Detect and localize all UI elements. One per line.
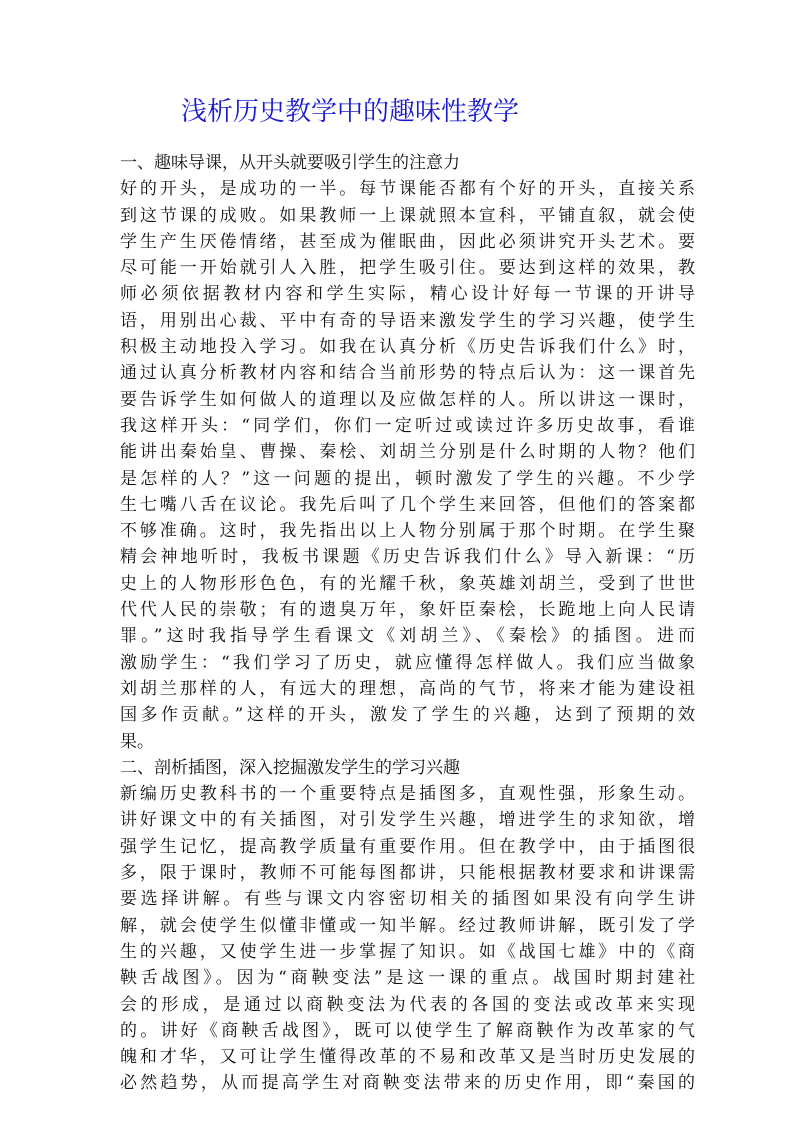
paragraph-line: 多，限于课时，教师不可能每图都讲，只能根据教材要求和讲课需 (120, 863, 695, 884)
paragraph-line: 的。讲好《商鞅舌战图》，既可以使学生了解商鞅作为改革家的气 (120, 1020, 695, 1041)
paragraph-line: 通过认真分析教材内容和结合当前形势的特点后认为：这一课首先 (120, 363, 695, 384)
paragraph-line: 到这节课的成败。如果教师一上课就照本宣科，平铺直叙，就会使 (120, 205, 695, 226)
paragraph-line: 尽可能一开始就引人入胜，把学生吸引住。要达到这样的效果，教 (120, 258, 695, 279)
paragraph-line: 刘胡兰那样的人，有远大的理想，高尚的气节，将来才能为建设祖 (120, 678, 695, 699)
section-heading: 二、剖析插图，深入挖掘激发学生的学习兴趣 (120, 757, 460, 778)
paragraph-line: 精会神地听时，我板书课题《历史告诉我们什么》导入新课：“历 (120, 547, 695, 568)
paragraph-line: 不够准确。这时，我先指出以上人物分别属于那个时期。在学生聚 (120, 521, 695, 542)
section-heading: 一、趣味导课，从开头就要吸引学生的注意力 (120, 153, 460, 173)
paragraph-line: 讲好课文中的有关插图，对引发学生兴趣，增进学生的求知欲，增 (120, 810, 695, 831)
paragraph-line: 生七嘴八舌在议论。我先后叫了几个学生来回答，但他们的答案都 (120, 494, 695, 515)
document-body (120, 150, 695, 1097)
paragraph-line: 积极主动地投入学习。如我在认真分析《历史告诉我们什么》时， (120, 337, 695, 358)
paragraph-line: 学生产生厌倦情绪，甚至成为催眠曲，因此必须讲究开头艺术。要 (120, 231, 695, 252)
paragraph-line: 语，用别出心裁、平中有奇的导语来激发学生的学习兴趣，使学生 (120, 310, 695, 331)
paragraph-line: 史上的人物形形色色，有的光耀千秋，象英雄刘胡兰，受到了世世 (120, 573, 695, 594)
paragraph-line: 罪。”这时我指导学生看课文《刘胡兰》、《秦桧》的插图。进而 (120, 626, 695, 647)
paragraph-line: 生的兴趣，又使学生进一步掌握了知识。如《战国七雄》中的《商 (120, 941, 695, 962)
paragraph-line: 师必须依据教材内容和学生实际，精心设计好每一节课的开讲导 (120, 284, 695, 305)
paragraph-line: 能讲出秦始皇、曹操、秦桧、刘胡兰分别是什么时期的人物？他们 (120, 442, 695, 463)
paragraph-line: 激励学生：“我们学习了历史，就应懂得怎样做人。我们应当做象 (120, 652, 695, 673)
paragraph-line: 我这样开头：“同学们，你们一定听过或读过许多历史故事，看谁 (120, 415, 695, 436)
paragraph-line: 果。 (120, 731, 154, 752)
paragraph-line: 要选择讲解。有些与课文内容密切相关的插图如果没有向学生讲 (120, 889, 695, 910)
paragraph-line: 必然趋势，从而提高学生对商鞅变法带来的历史作用，即“秦国的 (120, 1073, 695, 1094)
paragraph-line: 会的形成，是通过以商鞅变法为代表的各国的变法或改革来实现 (120, 994, 695, 1015)
paragraph-line: 国多作贡献。”这样的开头，激发了学生的兴趣，达到了预期的效 (120, 705, 695, 726)
paragraph-line: 是怎样的人？”这一问题的提出，顿时激发了学生的兴趣。不少学 (120, 468, 695, 489)
document-title: 浅析历史教学中的趣味性教学 (180, 97, 519, 127)
paragraph-line: 好的开头，是成功的一半。每节课能否都有个好的开头，直接关系 (120, 179, 695, 200)
paragraph-line: 代代人民的崇敬；有的遗臭万年，象奸臣秦桧，长跪地上向人民请 (120, 600, 695, 621)
paragraph-line: 要告诉学生如何做人的道理以及应做怎样的人。所以讲这一课时， (120, 389, 695, 410)
paragraph-line: 新编历史教科书的一个重要特点是插图多，直观性强，形象生动。 (120, 784, 695, 805)
paragraph-line: 鞅舌战图》。因为“商鞅变法”是这一课的重点。战国时期封建社 (120, 968, 695, 989)
paragraph-line: 强学生记忆，提高教学质量有重要作用。但在教学中，由于插图很 (120, 836, 695, 857)
paragraph-line: 魄和才华，又可让学生懂得改革的不易和改革又是当时历史发展的 (120, 1047, 695, 1068)
paragraph-line: 解，就会使学生似懂非懂或一知半解。经过教师讲解，既引发了学 (120, 915, 695, 936)
